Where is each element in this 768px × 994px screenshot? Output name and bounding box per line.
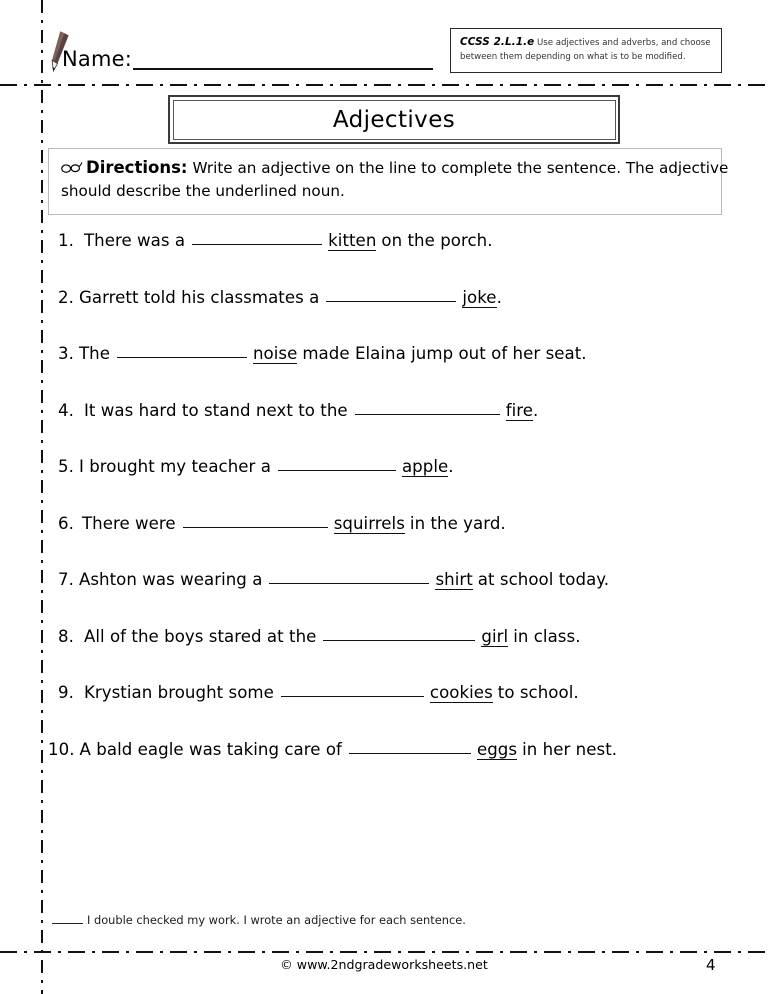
question-text-before-blank: There was a bbox=[83, 231, 186, 250]
self-check-row bbox=[52, 912, 466, 927]
question-row bbox=[58, 514, 748, 571]
questions-list bbox=[48, 231, 748, 796]
self-check-text: I double checked my work. I wrote an adjective for each sentence. bbox=[87, 913, 466, 927]
question-text-before-blank: Krystian brought some bbox=[83, 683, 274, 702]
worksheet-title-box bbox=[168, 95, 620, 144]
question-text-before-blank: All of the boys stared at the bbox=[83, 626, 317, 646]
question-number: 6. bbox=[58, 513, 74, 533]
page-title: Adjectives bbox=[332, 106, 456, 133]
ccss-description-line2: between them depending on what is to be modified. bbox=[460, 52, 686, 62]
underlined-noun: noise bbox=[252, 344, 298, 363]
question-text-before-blank: Garrett told his classmates a bbox=[78, 287, 320, 307]
question-row bbox=[58, 401, 748, 458]
answer-blank-line[interactable] bbox=[278, 457, 396, 471]
question-number: 7. bbox=[58, 570, 74, 589]
question-number: 9. bbox=[58, 683, 74, 702]
question-text-after-noun: . bbox=[496, 287, 502, 307]
ccss-standard-box bbox=[450, 28, 722, 73]
name-row bbox=[62, 48, 433, 70]
question-text-after-noun: in the yard. bbox=[409, 513, 506, 533]
answer-blank-line[interactable] bbox=[183, 514, 328, 528]
answer-blank-line[interactable] bbox=[355, 401, 500, 415]
answer-blank-line[interactable] bbox=[192, 231, 322, 245]
question-row bbox=[58, 288, 748, 345]
question-text-before-blank: The bbox=[78, 344, 110, 363]
question-number: 3. bbox=[58, 344, 74, 363]
answer-blank-line[interactable] bbox=[281, 683, 424, 697]
question-row bbox=[58, 627, 748, 684]
question-row bbox=[48, 740, 748, 797]
question-text-after-noun: to school. bbox=[497, 683, 579, 702]
underlined-noun: fire bbox=[505, 400, 534, 420]
name-label: Name: bbox=[62, 47, 133, 71]
left-margin-guide-line bbox=[41, 0, 43, 994]
footer-page-number: 4 bbox=[706, 956, 716, 974]
question-text-before-blank: I brought my teacher a bbox=[78, 457, 271, 476]
name-input-line[interactable] bbox=[133, 48, 433, 70]
worksheet-title-inner-border bbox=[173, 100, 616, 140]
question-text-after-noun: made Elaina jump out of her seat. bbox=[302, 344, 587, 363]
underlined-noun: apple bbox=[401, 457, 449, 476]
underlined-noun: shirt bbox=[435, 570, 473, 589]
question-row bbox=[58, 683, 748, 740]
question-text-after-noun: in class. bbox=[513, 626, 581, 646]
question-row bbox=[58, 457, 748, 514]
glasses-icon bbox=[61, 161, 83, 174]
question-text-after-noun: at school today. bbox=[477, 570, 610, 589]
question-number: 2. bbox=[58, 287, 74, 307]
question-number: 4. bbox=[58, 400, 74, 420]
question-number: 5. bbox=[58, 457, 74, 476]
underlined-noun: eggs bbox=[476, 739, 518, 759]
underlined-noun: girl bbox=[481, 626, 509, 646]
question-row bbox=[58, 344, 748, 401]
directions-first-line bbox=[61, 158, 729, 177]
bottom-margin-guide-line bbox=[0, 951, 768, 953]
ccss-code: CCSS 2.L.1.e bbox=[460, 36, 535, 48]
underlined-noun: kitten bbox=[328, 231, 377, 250]
underlined-noun: cookies bbox=[429, 683, 493, 702]
question-text-after-noun: . bbox=[533, 400, 539, 420]
question-row bbox=[58, 231, 748, 288]
answer-blank-line[interactable] bbox=[269, 570, 429, 584]
underlined-noun: joke bbox=[462, 287, 497, 307]
question-text-before-blank: A bald eagle was taking care of bbox=[79, 739, 342, 759]
question-text-before-blank: Ashton was wearing a bbox=[78, 570, 263, 589]
question-text-before-blank: There were bbox=[81, 513, 176, 533]
underlined-noun: squirrels bbox=[333, 513, 405, 533]
footer-copyright: © www.2ndgradeworksheets.net bbox=[280, 957, 488, 972]
answer-blank-line[interactable] bbox=[117, 344, 247, 358]
question-number: 10. bbox=[48, 739, 75, 759]
question-row bbox=[58, 570, 748, 627]
directions-box bbox=[48, 148, 729, 215]
directions-text-line1: Write an adjective on the line to complete the sentence. The adjective bbox=[192, 159, 729, 177]
self-check-blank[interactable] bbox=[52, 912, 83, 924]
question-number: 1. bbox=[58, 231, 74, 250]
question-text-before-blank: It was hard to stand next to the bbox=[83, 400, 348, 420]
question-text-after-noun: in her nest. bbox=[522, 739, 618, 759]
top-margin-guide-line bbox=[0, 84, 768, 86]
directions-label: Directions: bbox=[86, 158, 188, 177]
ccss-first-line bbox=[460, 35, 713, 50]
question-text-after-noun: . bbox=[448, 457, 454, 476]
ccss-description-line1: Use adjectives and adverbs, and choose bbox=[537, 38, 711, 48]
answer-blank-line[interactable] bbox=[349, 740, 471, 754]
question-text-after-noun: on the porch. bbox=[381, 231, 493, 250]
question-number: 8. bbox=[58, 626, 74, 646]
answer-blank-line[interactable] bbox=[326, 288, 456, 302]
directions-text-line2: should describe the underlined noun. bbox=[61, 182, 345, 200]
answer-blank-line[interactable] bbox=[323, 627, 475, 641]
